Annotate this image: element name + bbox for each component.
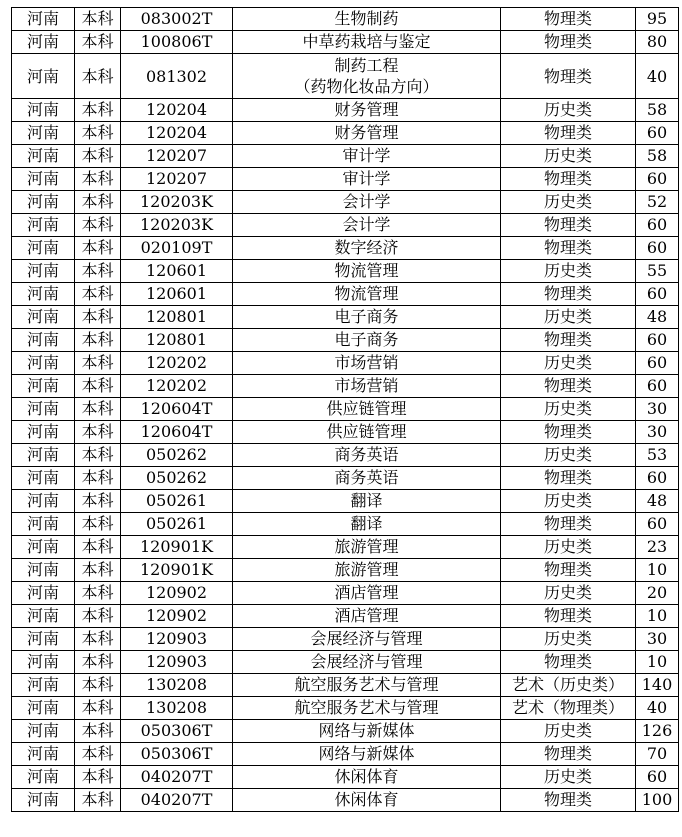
- level-cell: 本科: [75, 145, 121, 168]
- subject-category-cell: 艺术（物理类）: [501, 697, 636, 720]
- province-cell: 河南: [12, 766, 75, 789]
- major-code-cell: 050262: [121, 444, 233, 467]
- table-row: [12, 283, 679, 306]
- major-code-cell: 120801: [121, 306, 233, 329]
- subject-category-cell: 物理类: [501, 54, 636, 99]
- quota-cell: 60: [636, 467, 679, 490]
- major-name-cell: 数字经济: [233, 237, 501, 260]
- major-code-cell: 120801: [121, 329, 233, 352]
- level-cell: 本科: [75, 720, 121, 743]
- major-code-cell: 083002T: [121, 8, 233, 31]
- quota-cell: 40: [636, 697, 679, 720]
- major-name-cell: 航空服务艺术与管理: [233, 697, 501, 720]
- level-cell: 本科: [75, 444, 121, 467]
- province-cell: 河南: [12, 421, 75, 444]
- level-cell: 本科: [75, 375, 121, 398]
- quota-cell: 100: [636, 789, 679, 812]
- major-code-cell: 120207: [121, 168, 233, 191]
- subject-category-cell: 物理类: [501, 375, 636, 398]
- major-code-cell: 040207T: [121, 789, 233, 812]
- subject-category-cell: 物理类: [501, 559, 636, 582]
- major-name-cell: 休闲体育: [233, 789, 501, 812]
- subject-category-cell: 历史类: [501, 444, 636, 467]
- quota-cell: 20: [636, 582, 679, 605]
- quota-cell: 52: [636, 191, 679, 214]
- table-row: [12, 582, 679, 605]
- subject-category-cell: 历史类: [501, 306, 636, 329]
- province-cell: 河南: [12, 329, 75, 352]
- province-cell: 河南: [12, 8, 75, 31]
- major-name-cell: 会计学: [233, 214, 501, 237]
- subject-category-cell: 物理类: [501, 421, 636, 444]
- major-code-cell: 120902: [121, 605, 233, 628]
- subject-category-cell: 历史类: [501, 145, 636, 168]
- quota-cell: 48: [636, 306, 679, 329]
- subject-category-cell: 物理类: [501, 329, 636, 352]
- subject-category-cell: 物理类: [501, 168, 636, 191]
- province-cell: 河南: [12, 674, 75, 697]
- major-code-cell: 120203K: [121, 191, 233, 214]
- quota-cell: 48: [636, 490, 679, 513]
- table-row: [12, 513, 679, 536]
- table-row: [12, 260, 679, 283]
- major-code-cell: 100806T: [121, 31, 233, 54]
- table-row: [12, 467, 679, 490]
- table-row: [12, 651, 679, 674]
- quota-cell: 70: [636, 743, 679, 766]
- level-cell: 本科: [75, 306, 121, 329]
- major-code-cell: 120204: [121, 122, 233, 145]
- subject-category-cell: 历史类: [501, 582, 636, 605]
- table-row: [12, 697, 679, 720]
- province-cell: 河南: [12, 743, 75, 766]
- major-code-cell: 120903: [121, 651, 233, 674]
- major-name-cell: 市场营销: [233, 352, 501, 375]
- subject-category-cell: 物理类: [501, 789, 636, 812]
- level-cell: 本科: [75, 8, 121, 31]
- table-row: [12, 421, 679, 444]
- table-row: [12, 8, 679, 31]
- quota-cell: 30: [636, 398, 679, 421]
- major-name-cell: 物流管理: [233, 283, 501, 306]
- subject-category-cell: 历史类: [501, 536, 636, 559]
- major-name-line: 制药工程: [334, 56, 399, 75]
- province-cell: 河南: [12, 444, 75, 467]
- major-name-cell: 旅游管理: [233, 559, 501, 582]
- quota-cell: 60: [636, 214, 679, 237]
- subject-category-cell: 历史类: [501, 720, 636, 743]
- province-cell: 河南: [12, 651, 75, 674]
- subject-category-cell: 历史类: [501, 352, 636, 375]
- quota-cell: 60: [636, 513, 679, 536]
- major-name-cell: 财务管理: [233, 99, 501, 122]
- quota-cell: 60: [636, 283, 679, 306]
- major-code-cell: 050261: [121, 490, 233, 513]
- table-row: [12, 214, 679, 237]
- province-cell: 河南: [12, 283, 75, 306]
- quota-cell: 60: [636, 122, 679, 145]
- level-cell: 本科: [75, 168, 121, 191]
- province-cell: 河南: [12, 375, 75, 398]
- level-cell: 本科: [75, 605, 121, 628]
- major-code-cell: 120903: [121, 628, 233, 651]
- province-cell: 河南: [12, 31, 75, 54]
- subject-category-cell: 物理类: [501, 513, 636, 536]
- province-cell: 河南: [12, 490, 75, 513]
- level-cell: 本科: [75, 260, 121, 283]
- subject-category-cell: 物理类: [501, 8, 636, 31]
- province-cell: 河南: [12, 99, 75, 122]
- subject-category-cell: 历史类: [501, 99, 636, 122]
- major-name-cell: 网络与新媒体: [233, 720, 501, 743]
- subject-category-cell: 物理类: [501, 283, 636, 306]
- level-cell: 本科: [75, 674, 121, 697]
- table-row: [12, 31, 679, 54]
- quota-cell: 10: [636, 651, 679, 674]
- quota-cell: 40: [636, 54, 679, 99]
- subject-category-cell: 历史类: [501, 191, 636, 214]
- level-cell: 本科: [75, 283, 121, 306]
- major-code-cell: 120202: [121, 375, 233, 398]
- major-name-cell: 休闲体育: [233, 766, 501, 789]
- quota-cell: 60: [636, 168, 679, 191]
- major-name-cell: 网络与新媒体: [233, 743, 501, 766]
- table-row: [12, 628, 679, 651]
- major-code-cell: 120204: [121, 99, 233, 122]
- major-code-cell: 050306T: [121, 720, 233, 743]
- province-cell: 河南: [12, 191, 75, 214]
- subject-category-cell: 物理类: [501, 31, 636, 54]
- major-name-cell: 会展经济与管理: [233, 651, 501, 674]
- table-row: [12, 352, 679, 375]
- table-row: [12, 122, 679, 145]
- major-code-cell: 120902: [121, 582, 233, 605]
- major-name-cell: 商务英语: [233, 467, 501, 490]
- level-cell: 本科: [75, 789, 121, 812]
- major-code-cell: 120604T: [121, 421, 233, 444]
- level-cell: 本科: [75, 559, 121, 582]
- level-cell: 本科: [75, 697, 121, 720]
- subject-category-cell: 艺术（历史类）: [501, 674, 636, 697]
- major-code-cell: 050261: [121, 513, 233, 536]
- major-name-cell: 会展经济与管理: [233, 628, 501, 651]
- subject-category-cell: 物理类: [501, 605, 636, 628]
- subject-category-cell: 历史类: [501, 398, 636, 421]
- quota-cell: 60: [636, 766, 679, 789]
- major-code-cell: 020109T: [121, 237, 233, 260]
- table-row: [12, 743, 679, 766]
- major-code-cell: 120601: [121, 283, 233, 306]
- subject-category-cell: 历史类: [501, 766, 636, 789]
- table-row: [12, 329, 679, 352]
- major-code-cell: 120901K: [121, 536, 233, 559]
- major-code-cell: 120901K: [121, 559, 233, 582]
- enrollment-plan-table: [11, 7, 679, 812]
- province-cell: 河南: [12, 467, 75, 490]
- province-cell: 河南: [12, 582, 75, 605]
- table-row: [12, 490, 679, 513]
- major-name-cell: 中草药栽培与鉴定: [233, 31, 501, 54]
- quota-cell: 30: [636, 421, 679, 444]
- province-cell: 河南: [12, 398, 75, 421]
- major-code-cell: 120601: [121, 260, 233, 283]
- table-row: [12, 168, 679, 191]
- table-row: [12, 54, 679, 99]
- major-name-cell: 翻译: [233, 490, 501, 513]
- major-code-cell: 130208: [121, 697, 233, 720]
- subject-category-cell: 历史类: [501, 490, 636, 513]
- level-cell: 本科: [75, 191, 121, 214]
- table-row: [12, 237, 679, 260]
- major-name-cell: 会计学: [233, 191, 501, 214]
- table-row: [12, 99, 679, 122]
- table-body: [12, 8, 679, 812]
- major-code-cell: 120604T: [121, 398, 233, 421]
- level-cell: 本科: [75, 122, 121, 145]
- table-row: [12, 605, 679, 628]
- level-cell: 本科: [75, 214, 121, 237]
- level-cell: 本科: [75, 513, 121, 536]
- quota-cell: 60: [636, 329, 679, 352]
- subject-category-cell: 物理类: [501, 237, 636, 260]
- level-cell: 本科: [75, 628, 121, 651]
- major-code-cell: 120202: [121, 352, 233, 375]
- major-code-cell: 040207T: [121, 766, 233, 789]
- major-name-cell: 财务管理: [233, 122, 501, 145]
- province-cell: 河南: [12, 122, 75, 145]
- major-name-cell: 市场营销: [233, 375, 501, 398]
- subject-category-cell: 物理类: [501, 214, 636, 237]
- level-cell: 本科: [75, 398, 121, 421]
- major-name-cell: 物流管理: [233, 260, 501, 283]
- major-name-cell: 商务英语: [233, 444, 501, 467]
- level-cell: 本科: [75, 99, 121, 122]
- province-cell: 河南: [12, 306, 75, 329]
- major-code-cell: 120203K: [121, 214, 233, 237]
- table-row: [12, 306, 679, 329]
- province-cell: 河南: [12, 628, 75, 651]
- province-cell: 河南: [12, 352, 75, 375]
- major-name-cell: 旅游管理: [233, 536, 501, 559]
- table-row: [12, 536, 679, 559]
- major-name-cell: 供应链管理: [233, 398, 501, 421]
- quota-cell: 60: [636, 352, 679, 375]
- level-cell: 本科: [75, 582, 121, 605]
- province-cell: 河南: [12, 145, 75, 168]
- quota-cell: 80: [636, 31, 679, 54]
- subject-category-cell: 历史类: [501, 628, 636, 651]
- level-cell: 本科: [75, 467, 121, 490]
- quota-cell: 95: [636, 8, 679, 31]
- quota-cell: 53: [636, 444, 679, 467]
- major-name-cell: 酒店管理: [233, 582, 501, 605]
- quota-cell: 23: [636, 536, 679, 559]
- quota-cell: 58: [636, 99, 679, 122]
- level-cell: 本科: [75, 352, 121, 375]
- province-cell: 河南: [12, 720, 75, 743]
- province-cell: 河南: [12, 536, 75, 559]
- major-name-cell: [233, 54, 501, 99]
- subject-category-cell: 物理类: [501, 467, 636, 490]
- table-row: [12, 444, 679, 467]
- province-cell: 河南: [12, 54, 75, 99]
- table-row: [12, 375, 679, 398]
- subject-category-cell: 物理类: [501, 743, 636, 766]
- level-cell: 本科: [75, 421, 121, 444]
- major-name-cell: 电子商务: [233, 306, 501, 329]
- major-name-line: （药物化妆品方向）: [294, 77, 439, 96]
- level-cell: 本科: [75, 536, 121, 559]
- table-row: [12, 559, 679, 582]
- province-cell: 河南: [12, 789, 75, 812]
- province-cell: 河南: [12, 697, 75, 720]
- table-row: [12, 145, 679, 168]
- quota-cell: 60: [636, 237, 679, 260]
- quota-cell: 140: [636, 674, 679, 697]
- table-row: [12, 674, 679, 697]
- table-row: [12, 398, 679, 421]
- major-code-cell: 050262: [121, 467, 233, 490]
- major-code-cell: 050306T: [121, 743, 233, 766]
- level-cell: 本科: [75, 237, 121, 260]
- province-cell: 河南: [12, 214, 75, 237]
- major-code-cell: 130208: [121, 674, 233, 697]
- level-cell: 本科: [75, 490, 121, 513]
- province-cell: 河南: [12, 559, 75, 582]
- quota-cell: 10: [636, 559, 679, 582]
- level-cell: 本科: [75, 329, 121, 352]
- quota-cell: 30: [636, 628, 679, 651]
- table-row: [12, 789, 679, 812]
- major-name-cell: 酒店管理: [233, 605, 501, 628]
- major-name-cell: 航空服务艺术与管理: [233, 674, 501, 697]
- quota-cell: 126: [636, 720, 679, 743]
- level-cell: 本科: [75, 54, 121, 99]
- subject-category-cell: 物理类: [501, 651, 636, 674]
- province-cell: 河南: [12, 260, 75, 283]
- quota-cell: 10: [636, 605, 679, 628]
- level-cell: 本科: [75, 31, 121, 54]
- level-cell: 本科: [75, 766, 121, 789]
- province-cell: 河南: [12, 237, 75, 260]
- subject-category-cell: 物理类: [501, 122, 636, 145]
- quota-cell: 55: [636, 260, 679, 283]
- quota-cell: 60: [636, 375, 679, 398]
- major-name-cell: 电子商务: [233, 329, 501, 352]
- level-cell: 本科: [75, 743, 121, 766]
- province-cell: 河南: [12, 168, 75, 191]
- subject-category-cell: 历史类: [501, 260, 636, 283]
- quota-cell: 58: [636, 145, 679, 168]
- major-name-cell: 审计学: [233, 145, 501, 168]
- table-row: [12, 766, 679, 789]
- table-row: [12, 720, 679, 743]
- province-cell: 河南: [12, 513, 75, 536]
- major-name-cell: 供应链管理: [233, 421, 501, 444]
- province-cell: 河南: [12, 605, 75, 628]
- major-name-cell: 生物制药: [233, 8, 501, 31]
- level-cell: 本科: [75, 651, 121, 674]
- major-name-cell: 翻译: [233, 513, 501, 536]
- major-code-cell: 120207: [121, 145, 233, 168]
- major-code-cell: 081302: [121, 54, 233, 99]
- table-row: [12, 191, 679, 214]
- major-name-cell: 审计学: [233, 168, 501, 191]
